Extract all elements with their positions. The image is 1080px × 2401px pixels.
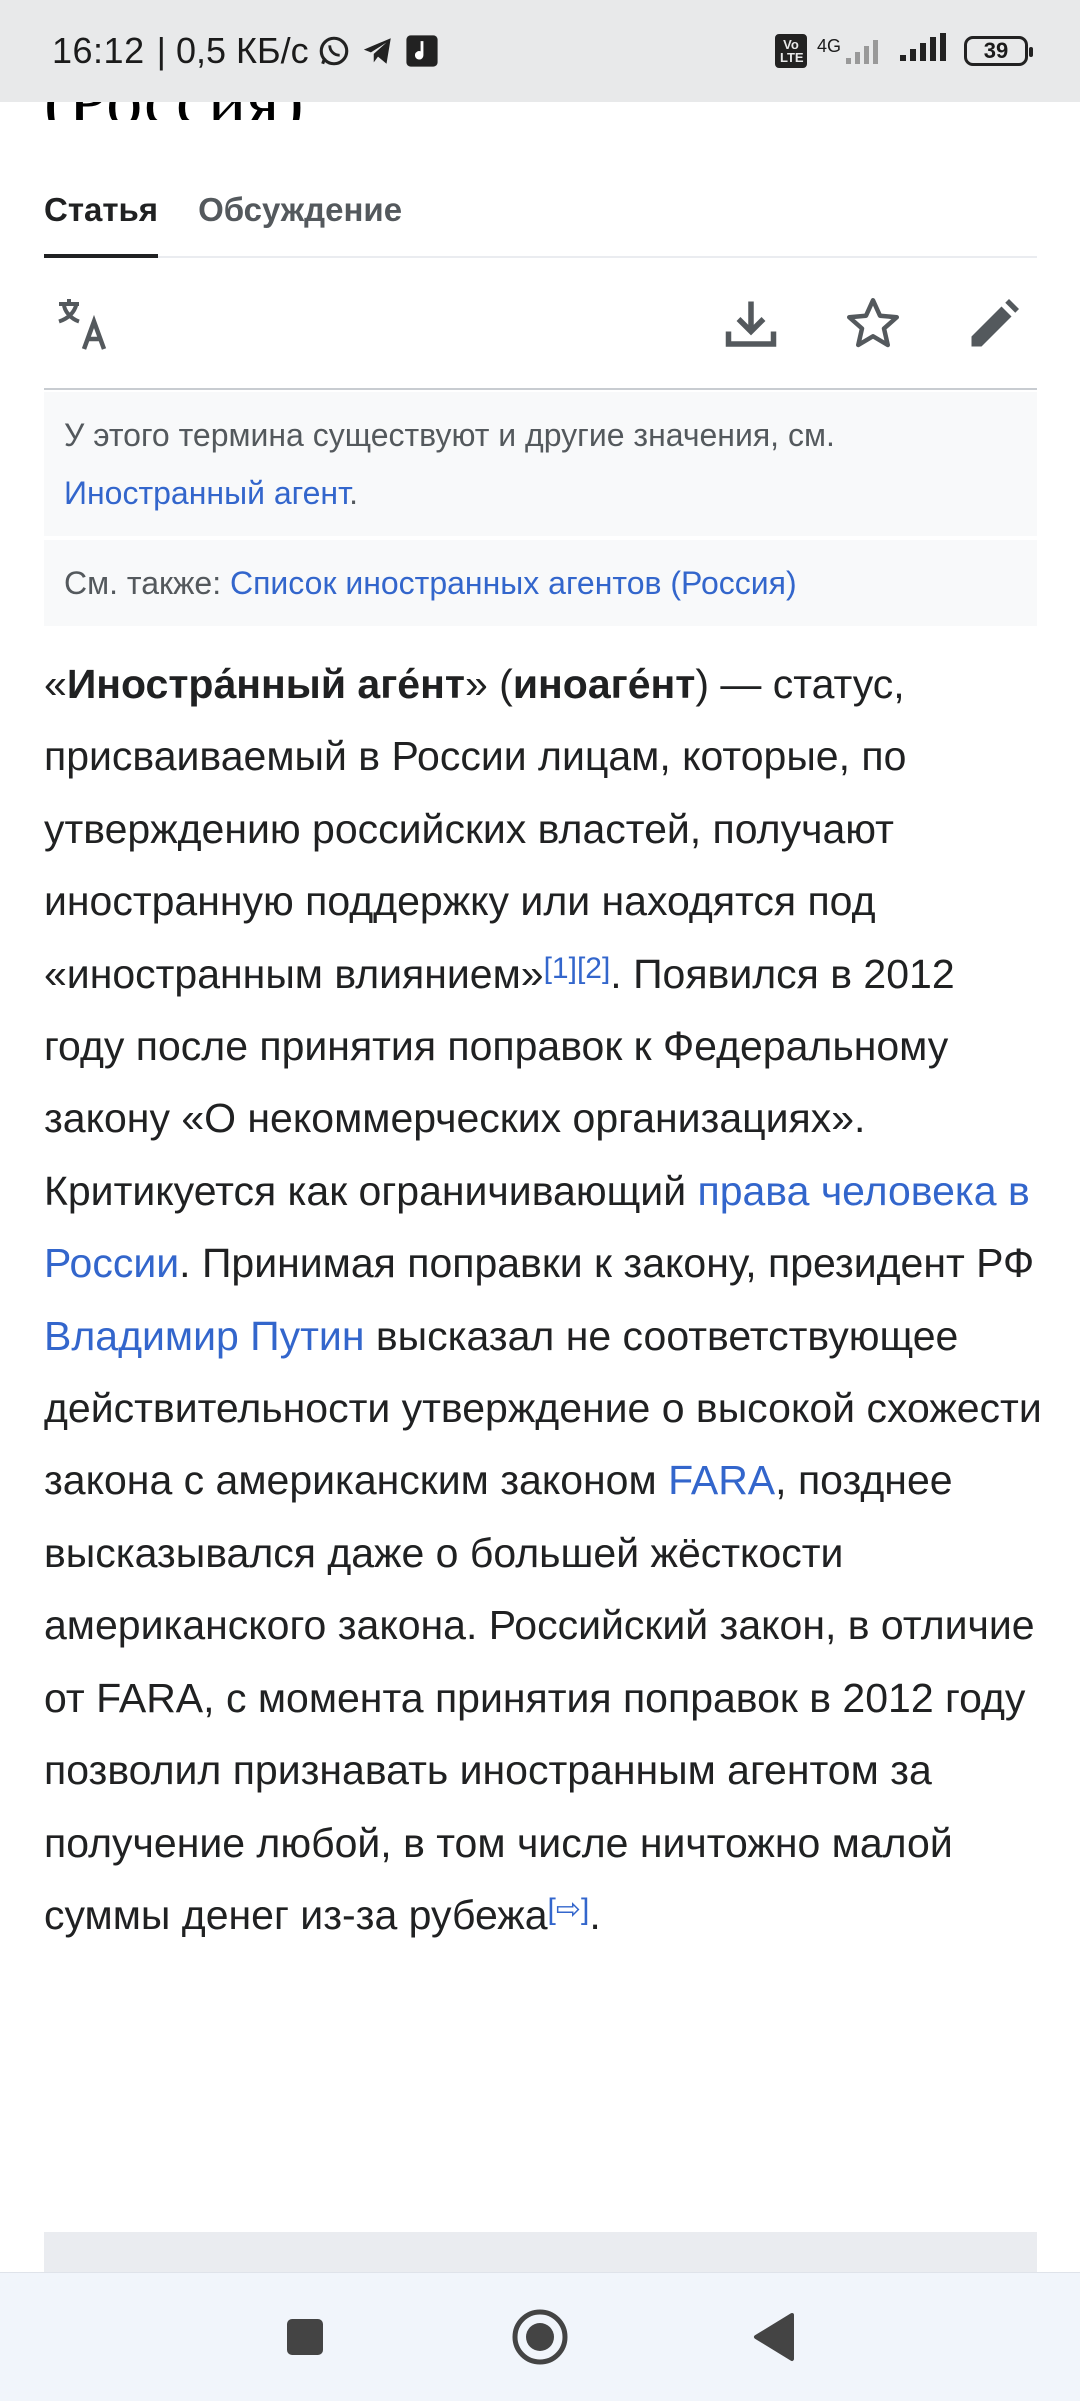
hatnote-text: У этого термина существуют и другие значения, см. <box>64 417 835 453</box>
status-speed: | 0,5 КБ/с <box>156 30 309 71</box>
volte-icon: Vo LTE <box>775 34 807 68</box>
home-button[interactable] <box>508 2305 572 2369</box>
text-run: . Появился в 2012 году после принятия поправок к Федеральному закону «О некоммерческих организациях». Критикуется как ограничивающий <box>44 950 955 1214</box>
battery-icon: 39 <box>964 36 1028 66</box>
page-actions-toolbar <box>44 258 1037 390</box>
text-run: « <box>44 661 67 707</box>
language-button[interactable] <box>52 292 116 356</box>
download-button[interactable] <box>719 292 783 356</box>
link-fara[interactable]: FARA <box>668 1457 776 1504</box>
ref-2[interactable]: [2] <box>576 951 611 985</box>
square-icon <box>283 2315 327 2359</box>
text-run: . Принимая поправки к закону, президент РФ <box>179 1240 1035 1287</box>
back-triangle-icon <box>750 2311 798 2363</box>
status-bar <box>0 0 1080 102</box>
tab-discussion[interactable]: Обсуждение <box>198 191 403 228</box>
watch-button[interactable] <box>841 292 905 356</box>
text-run: . <box>589 1891 601 1938</box>
text-run: » ( <box>464 661 513 707</box>
hatnote-see-also <box>44 540 1037 626</box>
ref-1[interactable]: [1] <box>543 951 577 985</box>
article-lead-paragraph <box>44 648 1044 1951</box>
network-type: 4G <box>816 36 841 56</box>
signal-4g-icon <box>817 36 888 66</box>
star-icon <box>843 294 903 354</box>
whatsapp-icon <box>317 34 351 68</box>
text-run: ) — статус, присваиваемый в России лицам, которые, по утверждению российских властей, получают иностранную поддержку или находятся под «иностранным влиянием» <box>44 661 907 997</box>
music-app-icon <box>405 34 439 68</box>
term-short-bold: иноаге́нт <box>512 661 696 707</box>
status-app-icons <box>317 34 439 68</box>
text-run: высказал не соответствующее действительности утверждение о высокой схожести закона с американским законом <box>44 1312 1042 1504</box>
see-also-link[interactable]: Список иностранных агентов (Россия) <box>229 565 797 601</box>
translate-icon <box>54 294 114 354</box>
hatnote-period: . <box>349 475 359 511</box>
back-button[interactable] <box>742 2305 806 2369</box>
text-run: , позднее высказывался даже о большей жёсткости американского закона. Российский закон, в отличие от FARA, с момента принятия поправок в 2012 году позволил признавать иностранным агентом за получение любой, в том числе ничтожно малой суммы денег из-за рубежа <box>44 1457 1035 1938</box>
edit-icon <box>964 294 1024 354</box>
page-tabs <box>44 180 1037 258</box>
signal-icon <box>898 30 948 72</box>
status-time: 16:12 <box>52 30 145 71</box>
edit-button[interactable] <box>962 292 1026 356</box>
link-vladimir-putin[interactable]: Владимир Путин <box>44 1312 365 1359</box>
ref-section-link[interactable]: [⇨] <box>547 1892 590 1926</box>
term-bold: Иностра́нный аге́нт <box>66 661 465 707</box>
tab-article[interactable]: Статья <box>44 180 158 256</box>
references <box>544 952 611 985</box>
telegram-icon <box>361 34 395 68</box>
hatnote-disambiguation <box>44 392 1037 536</box>
recents-button[interactable] <box>273 2305 337 2369</box>
reference-section <box>548 1893 590 1926</box>
see-also-prefix: См. также: <box>64 565 230 601</box>
system-nav-bar <box>0 2272 1080 2401</box>
circle-icon <box>510 2307 570 2367</box>
hatnote-link-foreign-agent[interactable]: Иностранный агент <box>64 475 350 511</box>
download-icon <box>721 294 781 354</box>
infobox-top-edge <box>44 2232 1037 2272</box>
link-human-rights-russia[interactable]: права человека в России <box>44 1167 1030 1287</box>
